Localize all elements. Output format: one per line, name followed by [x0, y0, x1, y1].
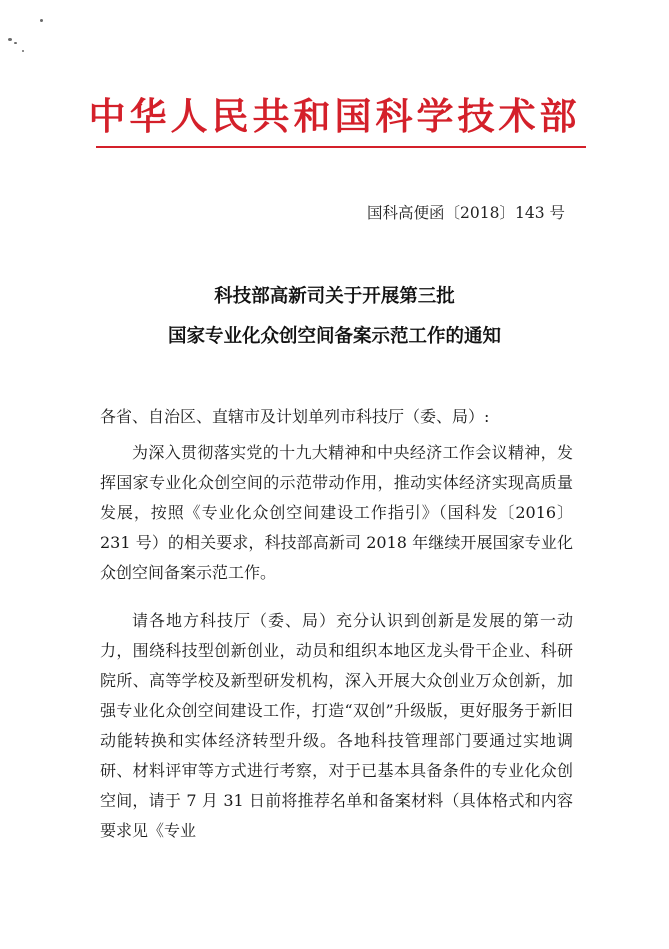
salutation: 各省、自治区、直辖市及计划单列市科技厅（委、局）: — [100, 407, 490, 426]
ministry-letterhead: 中华人民共和国科学技术部 — [88, 94, 581, 138]
body-paragraph-1: 为深入贯彻落实党的十九大精神和中央经济工作会议精神，发挥国家专业化众创空间的示范带动作用，推动实体经济实现高质量发展，按照《专业化众创空间建设工作指引》（国科发〔2016〕231 号）的相关要求，科技部高新司 2018 年继续开展国家专业化众创空间备案示范工作。 — [100, 443, 573, 582]
scan-speck — [8, 38, 12, 41]
scan-speck — [40, 19, 43, 22]
letterhead-red-rule — [96, 146, 586, 148]
document-number: 国科高便函〔2018〕143 号 — [367, 204, 565, 222]
body-paragraph-2: 请各地方科技厅（委、局）充分认识到创新是发展的第一动力，围绕科技型创新创业，动员和组织本地区龙头骨干企业、科研院所、高等学校及新型研发机构，深入开展大众创业万众创新，加强专业化众创空间建设工作，打造“双创”升级版，更好服务于新旧动能转换和实体经济转型升级。各地科技管理部门要通过实地调研、材料评审等方式进行考察，对于已基本具备条件的专业化众创空间，请于 7 月 31 日前将推荐名单和备案材料（具体格式和内容要求见《专业 — [100, 611, 573, 840]
scan-speck — [22, 50, 24, 52]
scan-speck — [14, 42, 17, 44]
document-title-line-1: 科技部高新司关于开展第三批 — [214, 286, 455, 307]
document-title-line-2: 国家专业化众创空间备案示范工作的通知 — [167, 326, 501, 347]
